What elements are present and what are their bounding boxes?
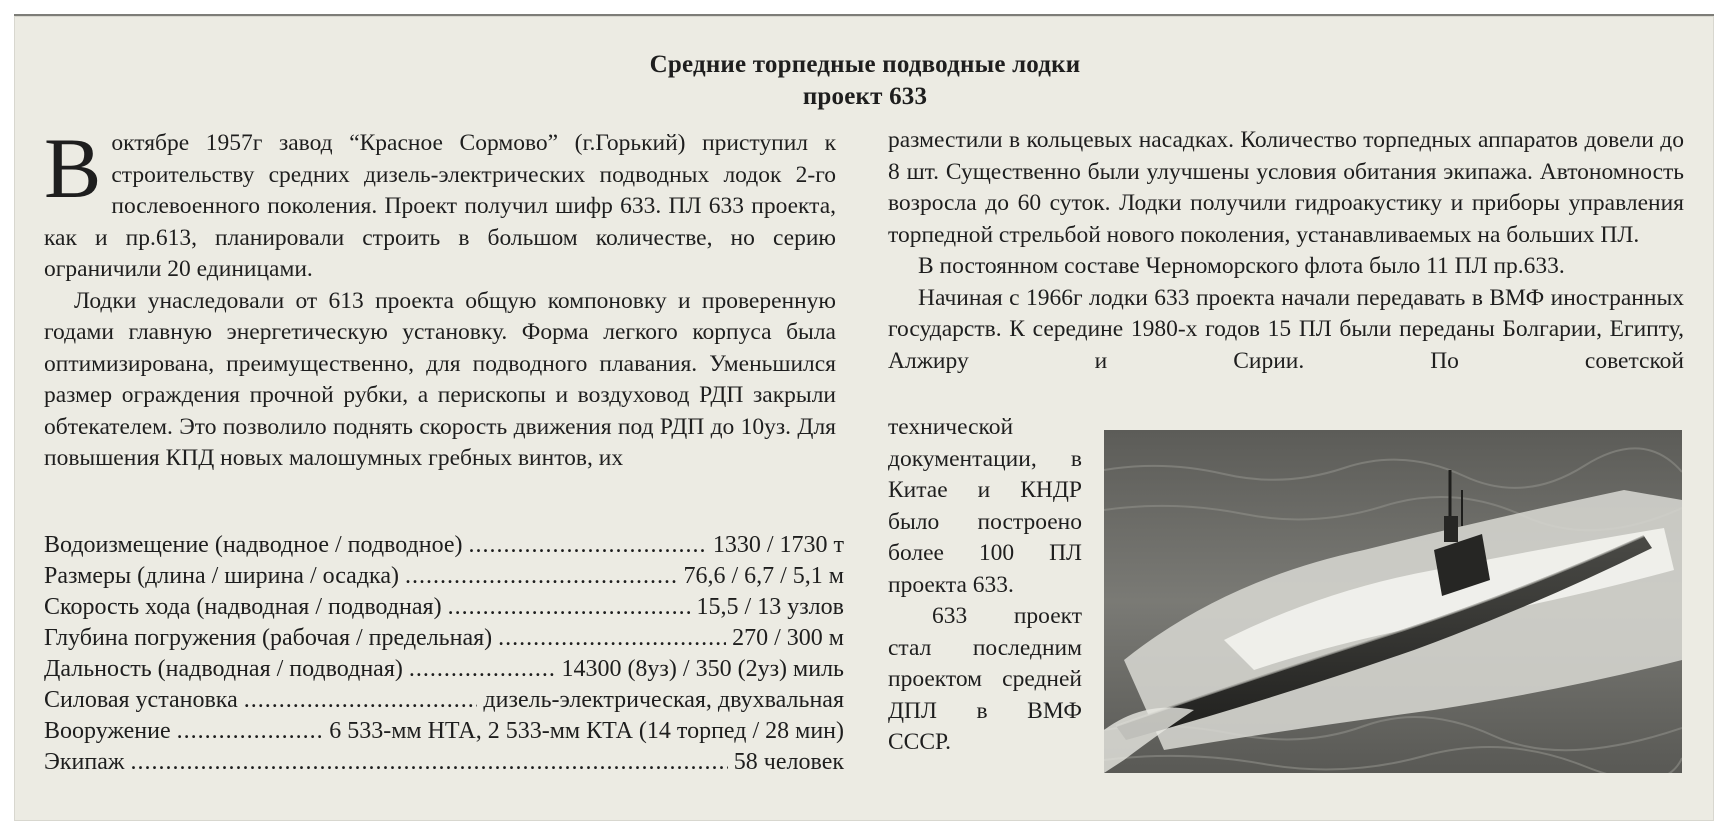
right-paragraph-2: В постоянном составе Черноморского флота было 11 ПЛ пр.633.: [918, 253, 1565, 279]
wrap-column: [888, 412, 1082, 759]
spec-label: Глубина погружения (рабочая / предельная): [44, 625, 493, 651]
spec-label: Экипаж: [44, 749, 125, 775]
right-paragraph-4: технической документации, в Китае и КНДР было построено более 100 ПЛ проекта 633.: [888, 414, 1082, 598]
spec-label: Скорость хода (надводная / подводная): [44, 594, 442, 620]
spec-row: [44, 592, 844, 623]
right-paragraph-5: 633 проект стал последним проектом средней ДПЛ в ВМФ СССР.: [888, 603, 1082, 755]
spec-label: Силовая установка: [44, 687, 238, 713]
spec-label: Вооружение: [44, 718, 171, 744]
page-subtitle: проект 633: [802, 83, 928, 110]
spec-label: Водоизмещение (надводное / подводное): [44, 532, 463, 558]
spec-value: 1330 / 1730 т: [712, 532, 844, 558]
spec-row: [44, 623, 844, 654]
spec-value: 270 / 300 м: [732, 625, 844, 651]
spec-row: [44, 747, 844, 778]
right-paragraph-3: Начиная с 1966г лодки 633 проекта начали передавать в ВМФ иностранных государств. К середине 1980-х годов 15 ПЛ были переданы Болгарии, Египту, Алжиру и Сирии. По советской: [888, 284, 1684, 374]
right-paragraph-1: разместили в кольцевых насадках. Количество торпедных аппаратов довели до 8 шт. Существенно были улучшены условия обитания экипажа. Автономность возросла до 60 суток. Лодки получили гидроакустику и приборы управления торпедной стрельбой нового поколения, устанавливаемых на больших ПЛ.: [888, 127, 1684, 248]
submarine-photo: [1104, 430, 1682, 773]
spec-row: [44, 530, 844, 561]
submarine-image: [1104, 430, 1682, 773]
spec-label: Размеры (длина / ширина / осадка): [44, 563, 399, 589]
spec-row: [44, 716, 844, 747]
drop-cap: В: [44, 120, 102, 216]
left-column: [44, 120, 836, 475]
spec-value: 14300 (8уз) / 350 (2уз) миль: [561, 656, 844, 682]
right-column: [888, 125, 1684, 377]
spec-label: Дальность (надводная / подводная): [44, 656, 403, 682]
spec-row: [44, 561, 844, 592]
specs-table: [44, 530, 844, 778]
spec-value: 76,6 / 6,7 / 5,1 м: [683, 563, 844, 589]
spec-value: дизель-электрическая, двухвальная: [483, 687, 844, 713]
page-title: Средние торпедные подводные лодки: [649, 51, 1081, 78]
spec-value: 6 533-мм НТА, 2 533-мм КТА (14 торпед / 28 мин): [329, 718, 844, 744]
spec-value: 15,5 / 13 узлов: [696, 594, 844, 620]
spec-row: [44, 654, 844, 685]
left-paragraph-2: Лодки унаследовали от 613 проекта общую компоновку и проверенную годами главную энергетическую установку. Форма легкого корпуса была оптимизирована, преимущественно, для подводного плавания. Уменьшился размер ограждения прочной рубки, а перископы и воздуховод РДП закрыли обтекателем. Это позволило поднять скорость движения под РДП до 10уз. Для повышения КПД новых малошумных гребных винтов, их: [44, 287, 836, 471]
spec-value: 58 человек: [733, 749, 844, 775]
spec-row: [44, 685, 844, 716]
left-paragraph-1: В октябре 1957г завод “Красное Сормово” (г.Горький) приступил к строительству средних дизель-электрических подводных лодок 2-го послевоенного поколения. Проект получил шифр 633. ПЛ 633 проекта, как и пр.613, планировали строить в большом количестве, но серию ограничили 20 единицами.: [44, 120, 836, 282]
